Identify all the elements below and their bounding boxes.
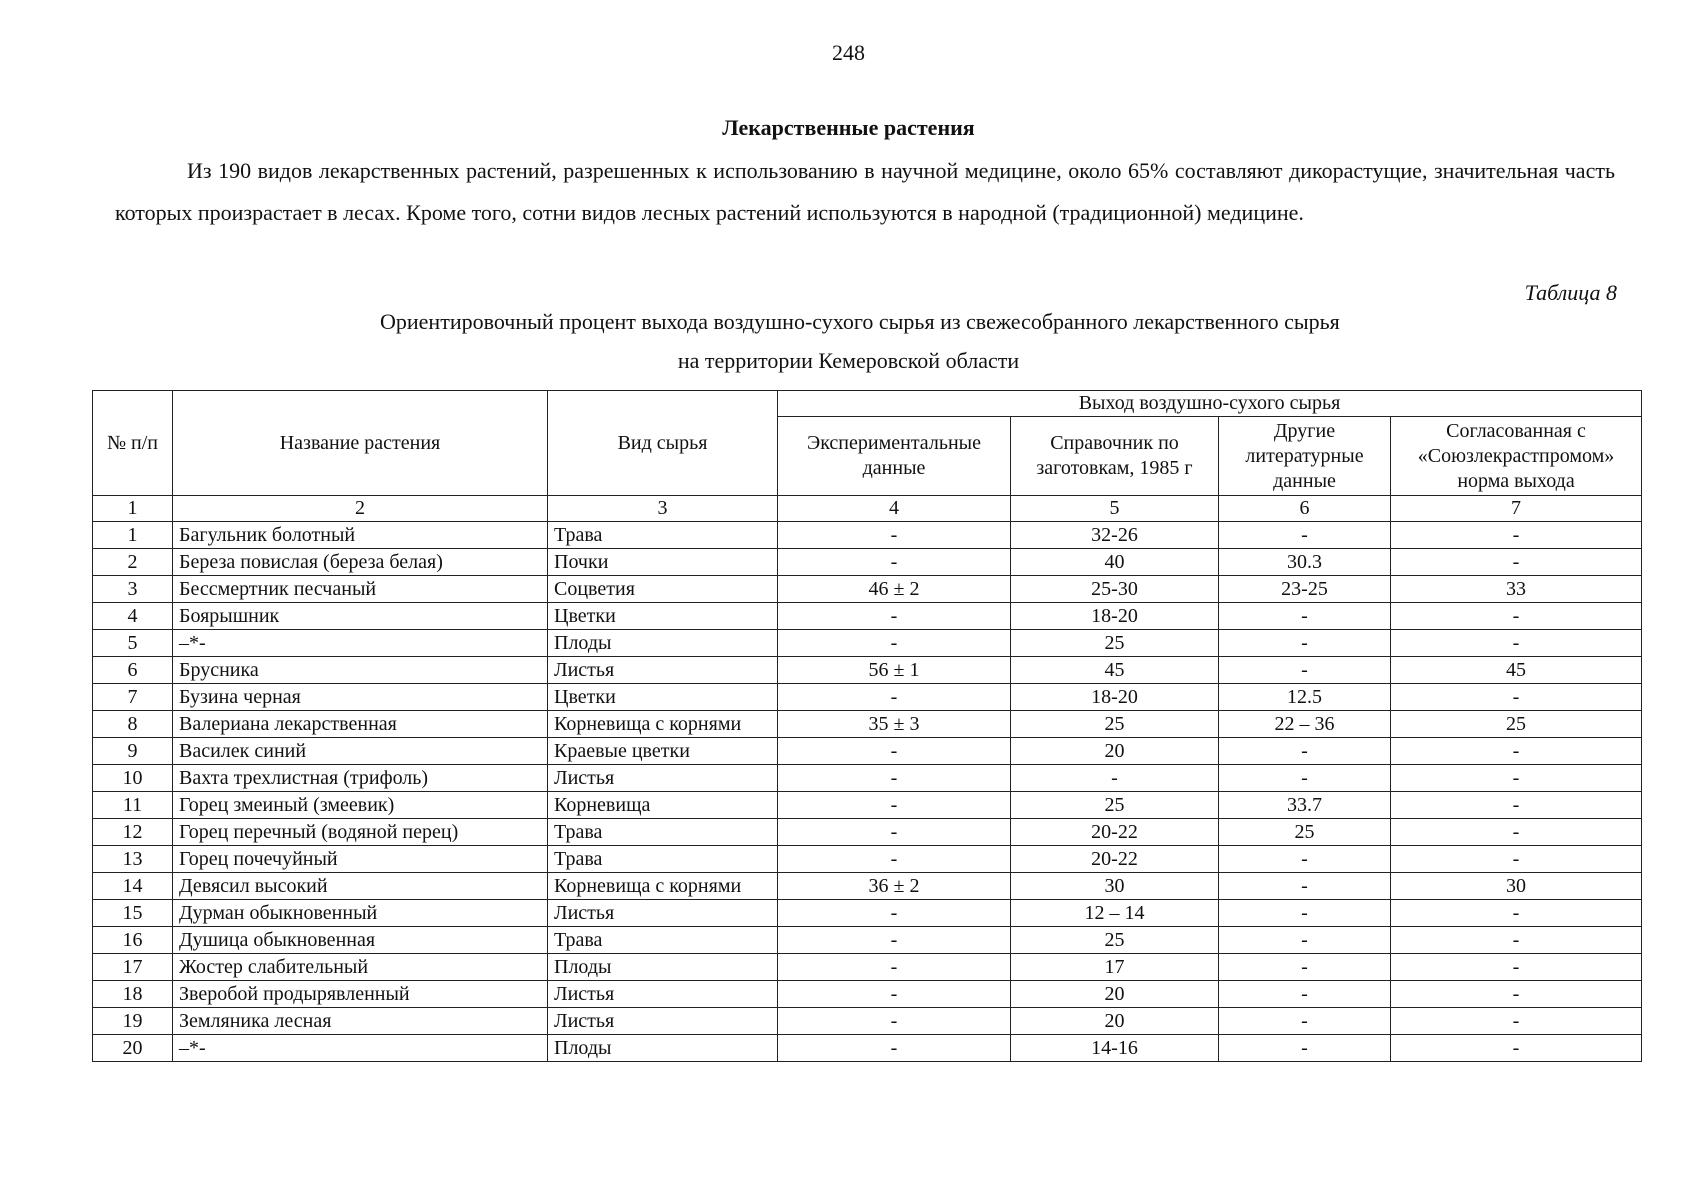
table-caption-line1: Ориентировочный процент выхода воздушно-сухого сырья из свежесобранного лекарственного сырья <box>380 309 1340 334</box>
table-row <box>93 738 1642 765</box>
section-title: Лекарственные растения <box>722 115 975 140</box>
cell-plant-name: Багульник болотный <box>173 522 548 549</box>
cell-literature: - <box>1219 846 1391 873</box>
cell-row-number: 16 <box>93 927 173 954</box>
cell-literature: 30.3 <box>1219 549 1391 576</box>
cell-agreed-norm: - <box>1391 900 1642 927</box>
cell-plant-name: –*- <box>173 630 548 657</box>
cell-row-number: 18 <box>93 981 173 1008</box>
table-row <box>93 522 1642 549</box>
cell-reference: 17 <box>1011 954 1219 981</box>
cell-row-number: 5 <box>93 630 173 657</box>
cell-row-number: 8 <box>93 711 173 738</box>
table-row <box>93 549 1642 576</box>
cell-agreed-norm: - <box>1391 522 1642 549</box>
column-number-row <box>93 496 1642 522</box>
cell-experimental: - <box>778 765 1011 792</box>
cell-plant-name: Боярышник <box>173 603 548 630</box>
table-row <box>93 576 1642 603</box>
cell-reference: 25 <box>1011 711 1219 738</box>
table-row <box>93 1035 1642 1062</box>
column-number: 6 <box>1219 496 1391 522</box>
cell-reference: 20 <box>1011 1008 1219 1035</box>
table-caption-line2: на территории Кемеровской области <box>677 348 1020 373</box>
cell-agreed-norm: - <box>1391 981 1642 1008</box>
cell-raw-type: Плоды <box>548 954 778 981</box>
cell-raw-type: Трава <box>548 819 778 846</box>
cell-raw-type: Листья <box>548 981 778 1008</box>
cell-experimental: - <box>778 792 1011 819</box>
cell-literature: - <box>1219 900 1391 927</box>
cell-reference: 12 – 14 <box>1011 900 1219 927</box>
cell-literature: - <box>1219 927 1391 954</box>
table-row <box>93 657 1642 684</box>
cell-agreed-norm: - <box>1391 603 1642 630</box>
cell-plant-name: Земляника лесная <box>173 1008 548 1035</box>
header-row-group <box>93 391 1642 417</box>
cell-reference: 20-22 <box>1011 819 1219 846</box>
cell-raw-type: Трава <box>548 846 778 873</box>
cell-experimental: - <box>778 981 1011 1008</box>
cell-raw-type: Корневища с корнями <box>548 711 778 738</box>
cell-plant-name: Береза повислая (береза белая) <box>173 549 548 576</box>
cell-raw-type: Краевые цветки <box>548 738 778 765</box>
header-raw-type: Вид сырья <box>548 391 778 496</box>
table-row <box>93 711 1642 738</box>
cell-agreed-norm: - <box>1391 1008 1642 1035</box>
table-row <box>93 792 1642 819</box>
cell-row-number: 13 <box>93 846 173 873</box>
table-row <box>93 873 1642 900</box>
table-row <box>93 603 1642 630</box>
cell-plant-name: –*- <box>173 1035 548 1062</box>
column-number: 2 <box>173 496 548 522</box>
cell-experimental: - <box>778 954 1011 981</box>
cell-row-number: 15 <box>93 900 173 927</box>
cell-agreed-norm: - <box>1391 1035 1642 1062</box>
cell-experimental: - <box>778 738 1011 765</box>
cell-literature: - <box>1219 765 1391 792</box>
cell-row-number: 3 <box>93 576 173 603</box>
yield-table <box>92 390 1642 1062</box>
cell-experimental: - <box>778 846 1011 873</box>
cell-raw-type: Листья <box>548 1008 778 1035</box>
cell-literature: - <box>1219 738 1391 765</box>
cell-raw-type: Листья <box>548 657 778 684</box>
cell-raw-type: Листья <box>548 765 778 792</box>
header-literature: Другие литературные данные <box>1219 417 1391 496</box>
cell-reference: 20-22 <box>1011 846 1219 873</box>
body-paragraph: Из 190 видов лекарственных растений, разрешенных к использованию в научной медицине, около 65% составляют дикорастущие, значительная часть которых произрастает в лесах. Кроме того, сотни видов лесных растений используются в народной (традиционной) медицине. <box>115 158 1615 225</box>
cell-literature: - <box>1219 873 1391 900</box>
cell-row-number: 17 <box>93 954 173 981</box>
cell-row-number: 9 <box>93 738 173 765</box>
page-number: 248 <box>832 40 865 65</box>
cell-agreed-norm: - <box>1391 846 1642 873</box>
cell-literature: - <box>1219 603 1391 630</box>
cell-reference: 20 <box>1011 738 1219 765</box>
cell-plant-name: Бузина черная <box>173 684 548 711</box>
cell-reference: 25 <box>1011 630 1219 657</box>
cell-row-number: 14 <box>93 873 173 900</box>
cell-literature: 12.5 <box>1219 684 1391 711</box>
cell-plant-name: Жостер слабительный <box>173 954 548 981</box>
cell-experimental: - <box>778 819 1011 846</box>
cell-experimental: - <box>778 603 1011 630</box>
cell-literature: - <box>1219 522 1391 549</box>
column-number: 5 <box>1011 496 1219 522</box>
cell-reference: 25 <box>1011 792 1219 819</box>
cell-row-number: 1 <box>93 522 173 549</box>
table-label: Таблица 8 <box>1524 280 1617 305</box>
cell-plant-name: Зверобой продырявленный <box>173 981 548 1008</box>
header-yield-group: Выход воздушно-сухого сырья <box>778 391 1642 417</box>
header-plant-name: Название растения <box>173 391 548 496</box>
cell-reference: 18-20 <box>1011 603 1219 630</box>
header-experimental: Экспериментальные данные <box>778 417 1011 496</box>
cell-row-number: 6 <box>93 657 173 684</box>
table-row <box>93 927 1642 954</box>
cell-experimental: 35 ± 3 <box>778 711 1011 738</box>
cell-experimental: - <box>778 630 1011 657</box>
column-number: 3 <box>548 496 778 522</box>
cell-experimental: - <box>778 549 1011 576</box>
cell-experimental: - <box>778 522 1011 549</box>
cell-raw-type: Почки <box>548 549 778 576</box>
cell-agreed-norm: - <box>1391 954 1642 981</box>
cell-reference: 30 <box>1011 873 1219 900</box>
cell-agreed-norm: - <box>1391 549 1642 576</box>
cell-raw-type: Цветки <box>548 603 778 630</box>
header-no: № п/п <box>93 391 173 496</box>
table-row <box>93 954 1642 981</box>
cell-plant-name: Вахта трехлистная (трифоль) <box>173 765 548 792</box>
cell-agreed-norm: - <box>1391 630 1642 657</box>
cell-plant-name: Валериана лекарственная <box>173 711 548 738</box>
cell-plant-name: Брусника <box>173 657 548 684</box>
cell-agreed-norm: - <box>1391 792 1642 819</box>
column-number: 1 <box>93 496 173 522</box>
cell-literature: - <box>1219 981 1391 1008</box>
cell-agreed-norm: - <box>1391 684 1642 711</box>
cell-row-number: 19 <box>93 1008 173 1035</box>
cell-agreed-norm: - <box>1391 927 1642 954</box>
cell-literature: 23-25 <box>1219 576 1391 603</box>
table-row <box>93 1008 1642 1035</box>
cell-reference: 32-26 <box>1011 522 1219 549</box>
cell-raw-type: Листья <box>548 900 778 927</box>
cell-reference: 40 <box>1011 549 1219 576</box>
cell-row-number: 2 <box>93 549 173 576</box>
table-row <box>93 765 1642 792</box>
cell-plant-name: Василек синий <box>173 738 548 765</box>
table-row <box>93 981 1642 1008</box>
cell-experimental: - <box>778 900 1011 927</box>
cell-plant-name: Горец почечуйный <box>173 846 548 873</box>
cell-agreed-norm: - <box>1391 765 1642 792</box>
table-row <box>93 630 1642 657</box>
cell-reference: 14-16 <box>1011 1035 1219 1062</box>
header-reference: Справочник по заготовкам, 1985 г <box>1011 417 1219 496</box>
column-number: 7 <box>1391 496 1642 522</box>
cell-row-number: 11 <box>93 792 173 819</box>
cell-literature: - <box>1219 1008 1391 1035</box>
cell-row-number: 4 <box>93 603 173 630</box>
column-number: 4 <box>778 496 1011 522</box>
cell-raw-type: Корневища <box>548 792 778 819</box>
cell-row-number: 12 <box>93 819 173 846</box>
table-row <box>93 819 1642 846</box>
cell-literature: 33.7 <box>1219 792 1391 819</box>
cell-raw-type: Цветки <box>548 684 778 711</box>
cell-literature: - <box>1219 954 1391 981</box>
cell-literature: - <box>1219 657 1391 684</box>
cell-agreed-norm: 25 <box>1391 711 1642 738</box>
cell-raw-type: Плоды <box>548 630 778 657</box>
table-row <box>93 846 1642 873</box>
cell-row-number: 10 <box>93 765 173 792</box>
cell-reference: 25 <box>1011 927 1219 954</box>
cell-agreed-norm: 33 <box>1391 576 1642 603</box>
cell-raw-type: Трава <box>548 927 778 954</box>
table-row <box>93 900 1642 927</box>
cell-literature: - <box>1219 630 1391 657</box>
cell-reference: 18-20 <box>1011 684 1219 711</box>
cell-reference: - <box>1011 765 1219 792</box>
cell-reference: 25-30 <box>1011 576 1219 603</box>
cell-literature: 25 <box>1219 819 1391 846</box>
cell-experimental: 36 ± 2 <box>778 873 1011 900</box>
cell-agreed-norm: 30 <box>1391 873 1642 900</box>
cell-plant-name: Душица обыкновенная <box>173 927 548 954</box>
cell-experimental: - <box>778 1035 1011 1062</box>
cell-plant-name: Горец перечный (водяной перец) <box>173 819 548 846</box>
cell-raw-type: Плоды <box>548 1035 778 1062</box>
cell-plant-name: Бессмертник песчаный <box>173 576 548 603</box>
cell-plant-name: Дурман обыкновенный <box>173 900 548 927</box>
cell-raw-type: Трава <box>548 522 778 549</box>
cell-experimental: 46 ± 2 <box>778 576 1011 603</box>
cell-agreed-norm: - <box>1391 819 1642 846</box>
cell-reference: 45 <box>1011 657 1219 684</box>
cell-experimental: - <box>778 1008 1011 1035</box>
cell-plant-name: Девясил высокий <box>173 873 548 900</box>
cell-experimental: 56 ± 1 <box>778 657 1011 684</box>
table-row <box>93 684 1642 711</box>
cell-row-number: 7 <box>93 684 173 711</box>
cell-agreed-norm: 45 <box>1391 657 1642 684</box>
cell-agreed-norm: - <box>1391 738 1642 765</box>
cell-reference: 20 <box>1011 981 1219 1008</box>
cell-raw-type: Корневища с корнями <box>548 873 778 900</box>
header-agreed-norm: Согласованная с «Союзлекрастпромом» норма выхода <box>1391 417 1642 496</box>
cell-plant-name: Горец змеиный (змеевик) <box>173 792 548 819</box>
cell-experimental: - <box>778 684 1011 711</box>
cell-experimental: - <box>778 927 1011 954</box>
cell-row-number: 20 <box>93 1035 173 1062</box>
table-body <box>93 522 1642 1062</box>
cell-raw-type: Соцветия <box>548 576 778 603</box>
cell-literature: - <box>1219 1035 1391 1062</box>
cell-literature: 22 – 36 <box>1219 711 1391 738</box>
